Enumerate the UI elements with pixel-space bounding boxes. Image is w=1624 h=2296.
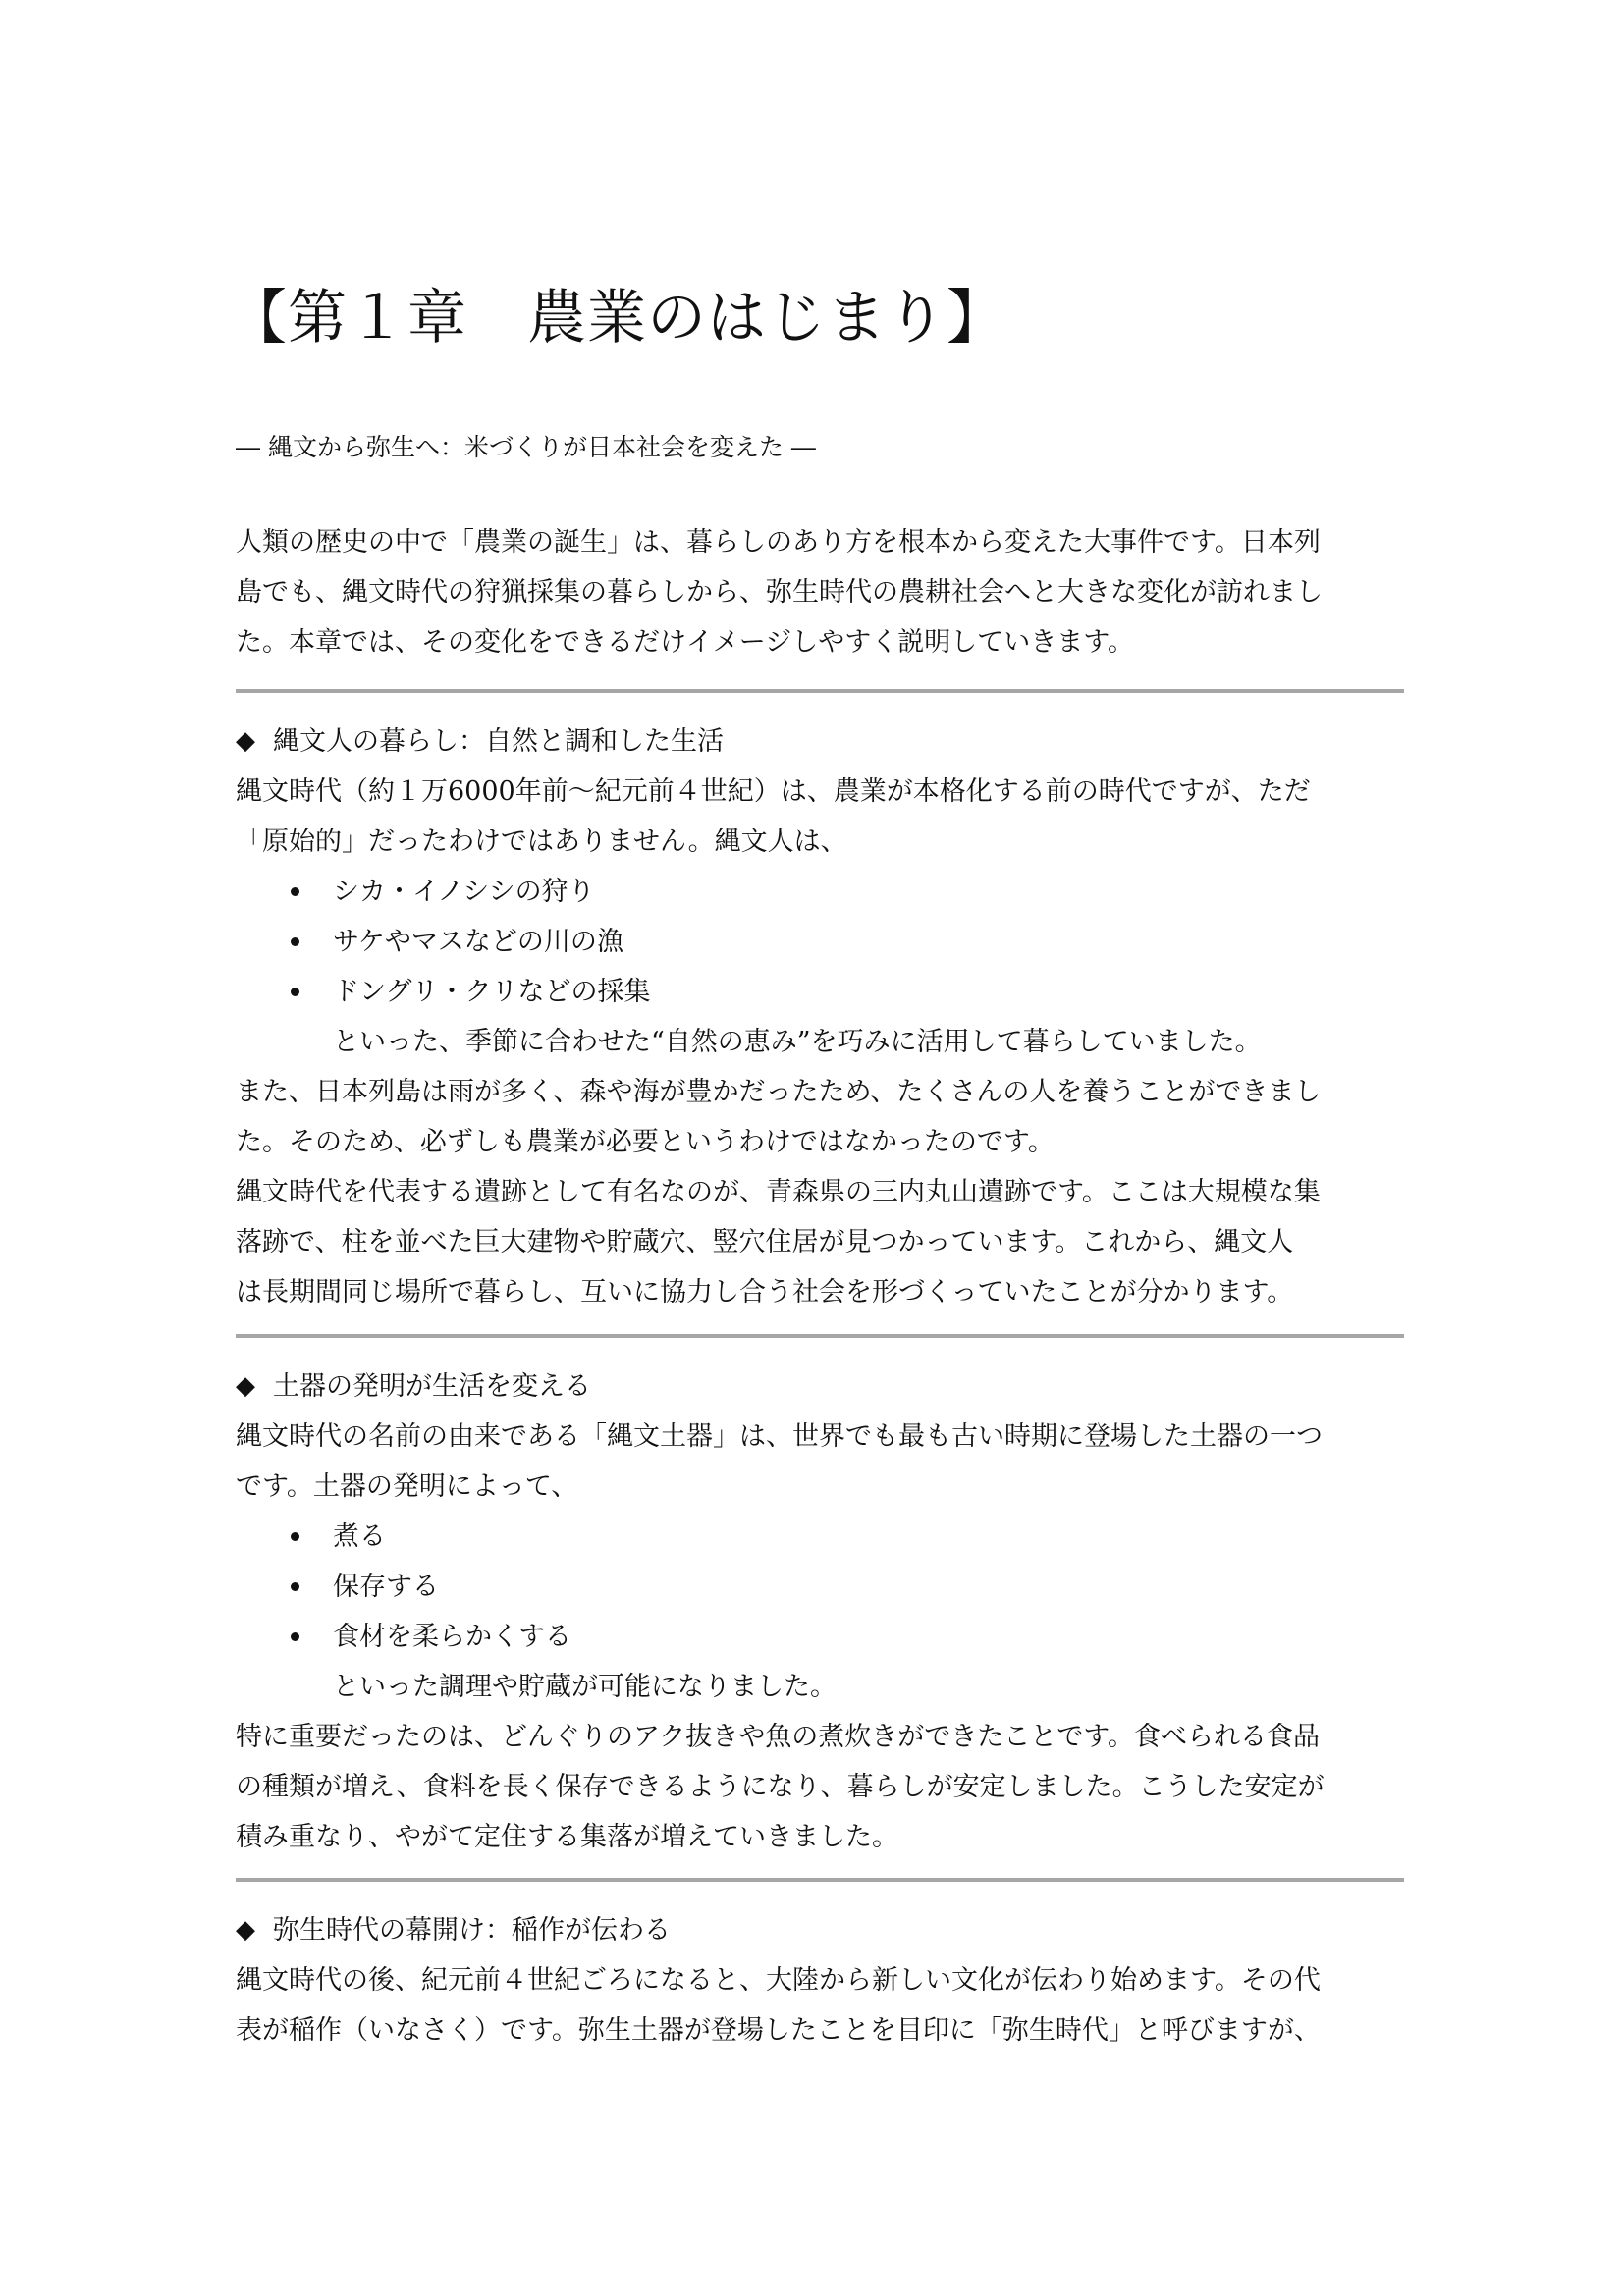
list-item-text: 煮る: [333, 1522, 386, 1552]
bullet-icon: [291, 1582, 299, 1591]
text-line: 「原始的」だったわけではありません。縄文人は、: [236, 827, 847, 857]
list-item: [236, 1612, 1404, 1662]
section-heading: [236, 1905, 1404, 1955]
section-heading-text: 縄文人の暮らし：自然と調和した生活: [273, 726, 724, 757]
list-item-text: ドングリ・クリなどの採集: [333, 977, 651, 1007]
section-jomon-life: [236, 717, 1404, 1317]
text-line: 特に重要だったのは、どんぐりのアク抜きや魚の煮炊きができたことです。食べられる食品: [236, 1722, 1321, 1752]
section-yayoi: [236, 1905, 1404, 2056]
section-heading: [236, 1362, 1404, 1412]
chapter-subtitle: ― 縄文から弥生へ：米づくりが日本社会を変えた ―: [236, 433, 816, 461]
list-item: [236, 917, 1404, 967]
intro-paragraph: [236, 517, 1404, 667]
list-item-text: シカ・イノシシの狩り: [333, 877, 595, 907]
text-line: た。そのため、必ずしも農業が必要というわけではなかったのです。: [236, 1127, 1055, 1157]
section-heading-text: 弥生時代の幕開け：稲作が伝わる: [273, 1915, 671, 1946]
section-heading-text: 土器の発明が生活を変える: [273, 1371, 591, 1402]
list-item-text: 食材を柔らかくする: [333, 1622, 571, 1652]
list-item-text: 保存する: [333, 1572, 439, 1602]
list-item: [236, 967, 1404, 1017]
diamond-bullet-icon: ◆: [236, 1915, 255, 1945]
bullet-icon: [291, 1532, 299, 1541]
text-line: た。本章では、その変化をできるだけイメージしやすく説明していきます。: [236, 627, 1135, 658]
text-line: 表が稲作（いなさく）です。弥生土器が登場したことを目印に「弥生時代」と呼びますが、: [236, 2015, 1321, 2046]
text-line: 縄文時代を代表する遺跡として有名なのが、青森県の三内丸山遺跡です。ここは大規模な集: [236, 1177, 1321, 1207]
section-divider: [236, 1878, 1404, 1882]
section-divider: [236, 1334, 1404, 1338]
text-line: の種類が増え、食料を長く保存できるようになり、暮らしが安定しました。こうした安定が: [236, 1772, 1325, 1802]
diamond-bullet-icon: ◆: [236, 1371, 255, 1401]
text-line: 縄文時代の名前の由来である「縄文土器」は、世界でも最も古い時期に登場した土器の一つ: [236, 1421, 1323, 1452]
list-item-text: サケやマスなどの川の漁: [333, 927, 623, 957]
bullet-icon: [291, 988, 299, 996]
text-line: 積み重なり、やがて定住する集落が増えていきました。: [236, 1822, 898, 1852]
text-line: 人類の歴史の中で「農業の誕生」は、暮らしのあり方を根本から変えた大事件です。日本列: [236, 527, 1321, 558]
text-line: は長期間同じ場所で暮らし、互いに協力し合う社会を形づくっていたことが分かります。: [236, 1277, 1294, 1308]
diamond-bullet-icon: ◆: [236, 726, 255, 756]
bullet-icon: [291, 1632, 299, 1641]
list-item: [236, 1562, 1404, 1612]
text-line: また、日本列島は雨が多く、森や海が豊かだったため、たくさんの人を養うことができまし: [236, 1077, 1322, 1107]
text-line: 島でも、縄文時代の狩猟採集の暮らしから、弥生時代の農耕社会へと大きな変化が訪れまし: [236, 577, 1323, 608]
text-line: 落跡で、柱を並べた巨大建物や貯蔵穴、竪穴住居が見つかっています。これから、縄文人: [236, 1227, 1294, 1257]
bullet-icon: [291, 937, 299, 946]
section-heading: [236, 717, 1404, 767]
chapter-title: 【第１章 農業のはじまり】: [228, 284, 1006, 352]
list-item: [236, 1512, 1404, 1562]
text-line: 縄文時代の後、紀元前４世紀ごろになると、大陸から新しい文化が伝わり始めます。その代: [236, 1965, 1321, 1996]
list-continuation: といった調理や貯蔵が可能になりました。: [333, 1672, 837, 1702]
list-item: [236, 867, 1404, 917]
text-line: です。土器の発明によって、: [236, 1471, 578, 1502]
section-divider: [236, 689, 1404, 693]
bullet-icon: [291, 887, 299, 896]
section-pottery: [236, 1362, 1404, 1862]
list-continuation: といった、季節に合わせた“自然の恵み”を巧みに活用して暮らしていました。: [333, 1027, 1262, 1057]
text-line: 縄文時代（約１万6000年前～紀元前４世紀）は、農業が本格化する前の時代ですが、ただ: [236, 776, 1311, 807]
